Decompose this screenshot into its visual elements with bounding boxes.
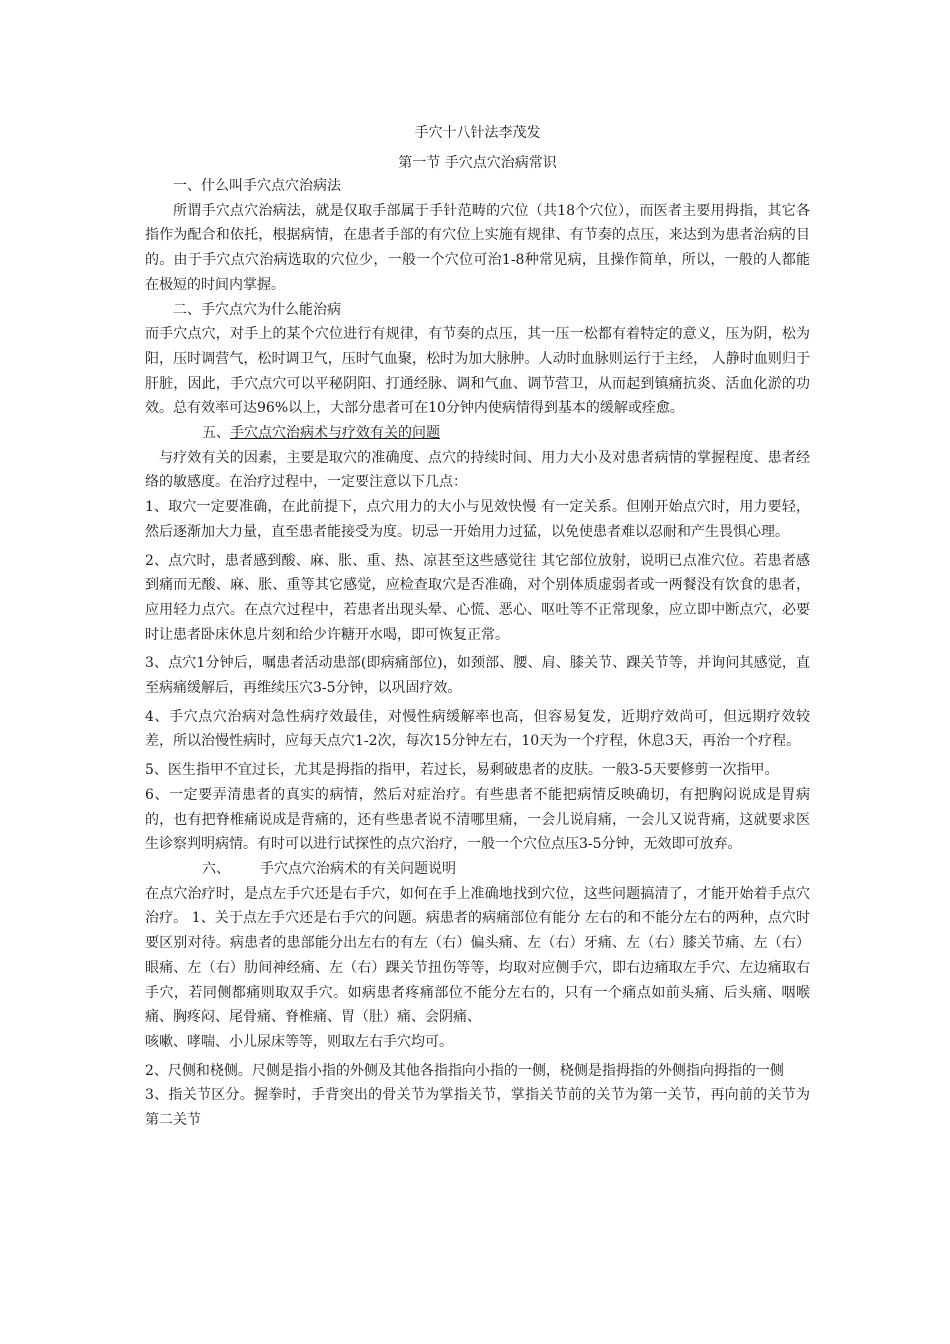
section2-heading: 二、手穴点穴为什么能治病 [173, 301, 341, 318]
section5-intro: 与疗效有关的因素，主要是取穴的准确度、点穴的持续时间、用力大小及对患者病情的掌握程度、患者经络的敏感度。在治疗过程中，一定要注意以下几点： [145, 449, 810, 491]
section6-paragraph: 在点穴治疗时，是点左手穴还是右手穴，如何在手上准确地找到穴位，这些问题搞清了，才能开始着手点穴治疗。 1、关于点左手穴还是右手穴的问题。病患者的病痛部位有能分 左右的和不能分左右的两种，点穴时要区别对待。病患者的患部能分出左右的有左（右）偏头痛、左（右）牙痛、左（右）膝关节痛、左（右）眼痛、左（右）肋间神经痛、左（右）踝关节扭伤等等，均取对应侧手穴，即右边痛取左手穴、左边痛取右手穴，若同侧都痛则取双手穴。如病患者疼痛部位不能分左右的，只有一个痛点如前头痛、后头痛、咽喉痛、胸疼闷、尾骨痛、脊椎痛、胃（肚）痛、会阴痛、 [145, 885, 810, 1026]
section1-paragraph: 所谓手穴点穴治病法，就是仅取手部属于手针范畴的穴位（共18个穴位），而医者主要用拇指，其它各指作为配合和依托，根据病情，在患者手部的有穴位上实施有规律、有节奏的点压，来达到为患者治病的目的。由于手穴点穴治病选取的穴位少，一般一个穴位可治1-8种常见病，且操作简单，所以，一般的人都能在极短的时间内掌握。 [145, 202, 810, 293]
section6-item-2: 2、尺侧和桡侧。尺侧是指小指的外侧及其他各指指向小指的一侧，桡侧是指拇指的外侧指向拇指的一侧 [145, 1062, 784, 1079]
section-title: 第一节 手穴点穴治病常识 [398, 155, 557, 171]
section5-item-6: 6、一定要弄清患者的真实的病情，然后对症治疗。有些患者不能把病情反映确切，有把胸闷说成是胃病的，也有把脊椎痛说成是背痛的，还有些患者说不清哪里痛，一会儿说肩痛，一会儿又说背痛，这就要求医生诊察判明病情。有时可以进行试探性的点穴治疗，一般一个穴位点压3-5分钟，无效即可放弃。 [145, 786, 810, 853]
section6-heading-number: 六、 [202, 860, 230, 877]
section1-heading: 一、什么叫手穴点穴治病法 [173, 178, 341, 194]
section5-heading-number: 五、 [202, 425, 230, 442]
section6-paragraph-end: 咳嗽、哮喘、小儿尿床等等，则取左右手穴均可。 [145, 1033, 453, 1050]
section5-item-5: 5、医生指甲不宜过长，尤其是拇指的指甲，若过长，易剩破患者的皮肤。一般3-5天要修剪一次指甲。 [145, 762, 779, 779]
document-page [145, 122, 810, 1133]
section5-item-2: 2、点穴时，患者感到酸、麻、胀、重、热、凉甚至这些感觉往 其它部位放射，说明已点准穴位。若患者感到痛而无酸、麻、胀、重等其它感觉，应检查取穴是否准确，对个别体质虚弱者或一两餐没有饮食的患者，应用轻力点穴。在点穴过程中，若患者出现头晕、心慌、恶心、呕吐等不正常现象，应立即中断点穴，必要时让患者卧床休息片刻和给少许糖开水喝，即可恢复正常。 [145, 552, 810, 643]
section5-heading [145, 421, 810, 446]
document-title: 手穴十八针法李茂发 [414, 125, 541, 141]
section6-heading-text: 手穴点穴治病术的有关问题说明 [260, 860, 456, 877]
section2-paragraph: 而手穴点穴，对手上的某个穴位进行有规律，有节奏的点压，其一压一松都有着特定的意义，压为阴，松为阳，压时调营气，松时调卫气，压时气血聚，松时为加大脉肿。人动时血脉则运行于主经， 人静时血则归于肝脏，因此，手穴点穴可以平秘阴阳、打通经脉、调和气血、调节营卫，从而起到镇痛抗炎、活血化淤的功效。总有效率可达96%以上，大部分患者可在10分钟内使病情得到基本的缓解或痊愈。 [145, 326, 810, 417]
section5-item-3: 3、点穴1分钟后，嘱患者活动患部(即病痛部位)，如颈部、腰、肩、膝关节、踝关节等，并询问其感觉，直至病痛缓解后，再维续压穴3-5分钟，以巩固疗效。 [145, 655, 810, 697]
section5-item-4: 4、手穴点穴治病对急性病疗效最佳，对慢性病缓解率也高，但容易复发，近期疗效尚可，但远期疗效较差，所以治慢性病时，应每天点穴1-2次，每次15分钟左右，10天为一个疗程，休息3天，再治一个疗程。 [145, 708, 810, 750]
section6-item-3: 3、指关节区分。握拳时，手背突出的骨关节为掌指关节，掌指关节前的关节为第一关节，再向前的关节为第二关节 [145, 1087, 810, 1129]
section5-heading-text: 手穴点穴治病术与疗效有关的问题 [230, 425, 440, 442]
section6-heading [145, 857, 810, 882]
section5-item-1: 1、取穴一定要准确，在此前提下，点穴用力的大小与见效快慢 有一定关系。但刚开始点穴时，用力要轻，然后逐渐加大力量，直至患者能接受为度。切忌一开始用力过猛，以免使患者难以忍耐和产生畏惧心理。 [145, 499, 810, 540]
